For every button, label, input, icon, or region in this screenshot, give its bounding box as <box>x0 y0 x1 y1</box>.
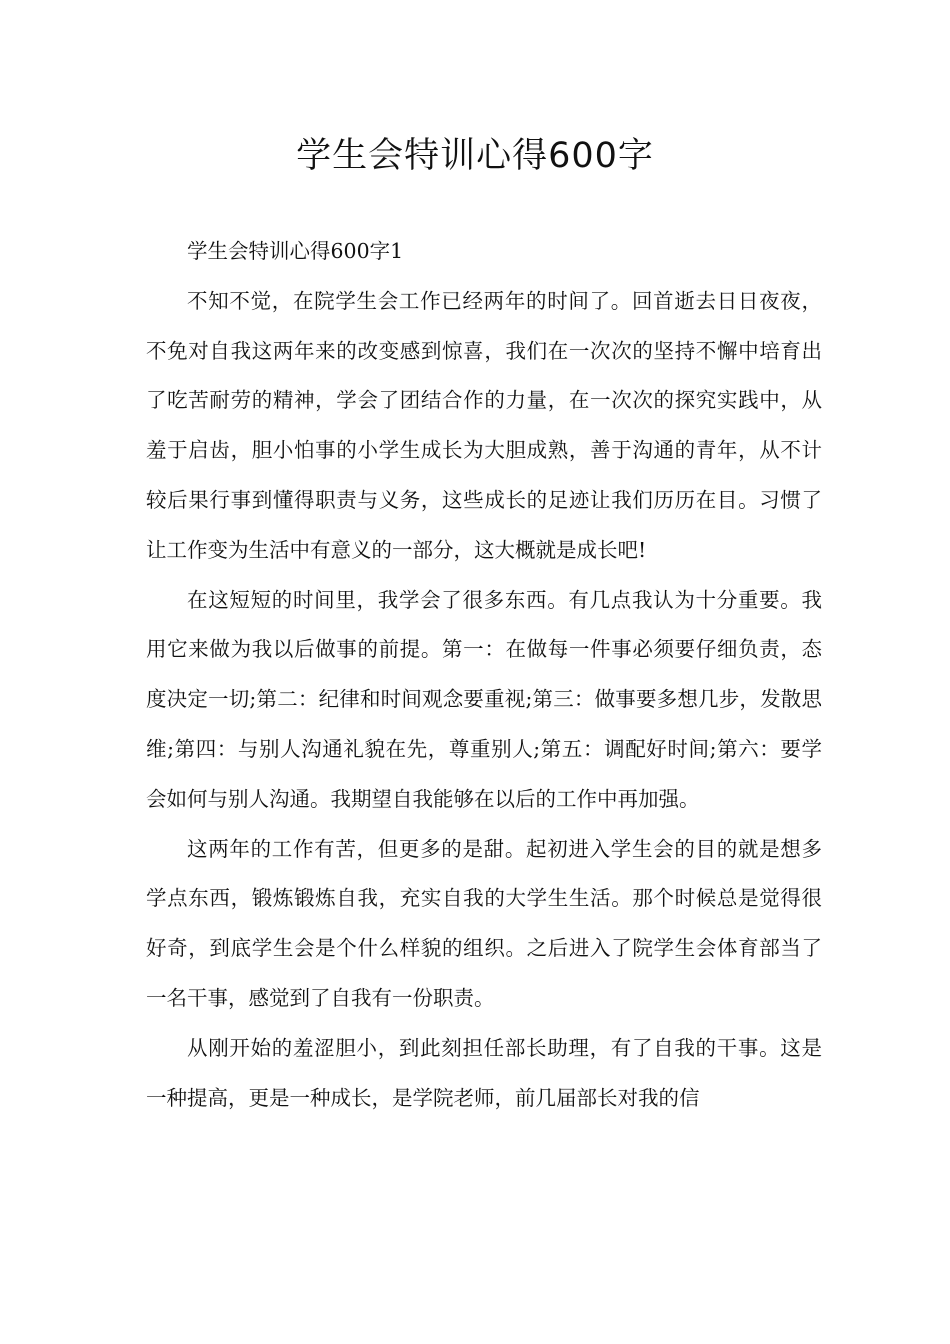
document-body <box>146 227 822 1123</box>
paragraph-3: 这两年的工作有苦，但更多的是甜。起初进入学生会的目的就是想多学点东西，锻炼锻炼自我，充实自我的大学生生活。那个时候总是觉得很好奇，到底学生会是个什么样貌的组织。之后进入了院学生会体育部当了一名干事，感觉到了自我有一份职责。 <box>146 836 822 1010</box>
paragraph-4: 从刚开始的羞涩胆小，到此刻担任部长助理，有了自我的干事。这是一种提高，更是一种成长，是学院老师，前几届部长对我的信 <box>146 1035 822 1110</box>
document-title: 学生会特训心得600字 <box>296 136 654 176</box>
section-heading: 学生会特训心得600字1 <box>187 239 404 263</box>
paragraph-2: 在这短短的时间里，我学会了很多东西。有几点我认为十分重要。我用它来做为我以后做事的前提。第一：在做每一件事必须要仔细负责，态度决定一切;第二：纪律和时间观念要重视;第三：做事要多想几步，发散思维;第四：与别人沟通礼貌在先，尊重别人;第五：调配好时间;第六：要学会如何与别人沟通。我期望自我能够在以后的工作中再加强。 <box>146 587 822 811</box>
paragraph-1: 不知不觉，在院学生会工作已经两年的时间了。回首逝去日日夜夜，不免对自我这两年来的改变感到惊喜，我们在一次次的坚持不懈中培育出了吃苦耐劳的精神，学会了团结合作的力量，在一次次的探究实践中，从羞于启齿，胆小怕事的小学生成长为大胆成熟，善于沟通的青年，从不计较后果行事到懂得职责与义务，这些成长的足迹让我们历历在目。习惯了让工作变为生活中有意义的一部分，这大概就是成长吧! <box>146 288 822 562</box>
